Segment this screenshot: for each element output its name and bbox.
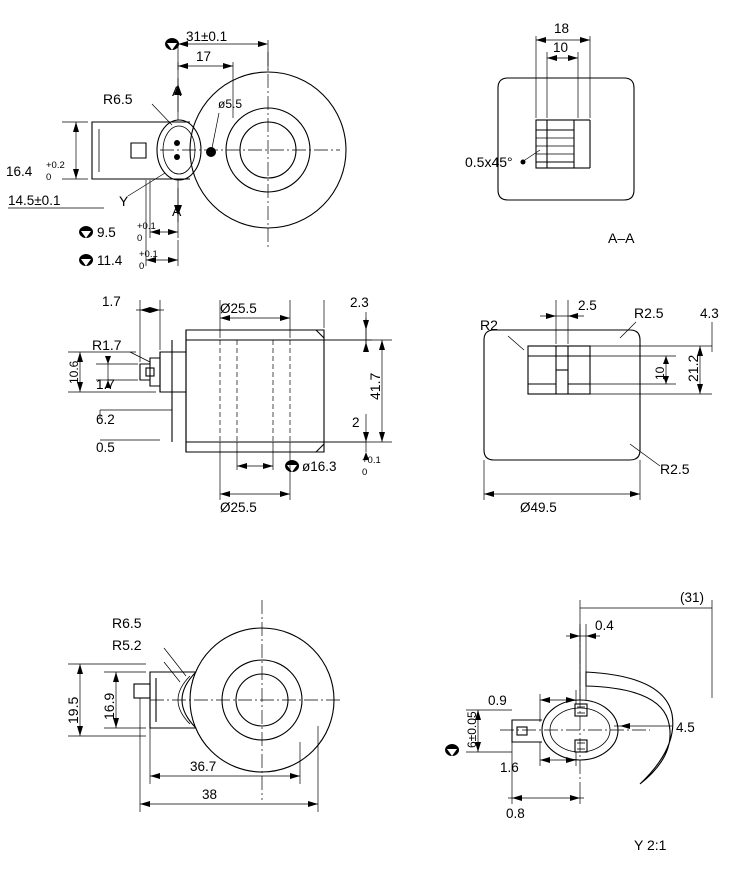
detail-y-view (445, 590, 712, 853)
label-d114: 11.4 (97, 253, 123, 268)
label-r25-bottom: R2.5 (660, 461, 690, 477)
label-d09: 0.9 (488, 693, 507, 708)
label-r65: R6.5 (103, 91, 133, 107)
label-section-caption: A–A (608, 230, 635, 246)
label-section-a-bottom: A (172, 203, 182, 219)
label-d05: 0.5 (96, 440, 115, 455)
label-detail-caption: Y 2:1 (634, 837, 667, 853)
right-side-view (480, 298, 719, 515)
label-d17-second: 1.7 (96, 377, 115, 392)
label-d62: 6.2 (96, 412, 115, 427)
label-r17: R1.7 (92, 337, 122, 353)
label-d10: 10 (553, 40, 569, 55)
label-d145: 14.5±0.1 (8, 193, 61, 208)
label-d18: 18 (554, 21, 570, 36)
label-d17-top: 1.7 (102, 294, 121, 309)
label-d38: 38 (202, 787, 218, 802)
label-d25: 2.5 (578, 298, 597, 313)
label-d31-detail: (31) (680, 590, 705, 605)
label-d31: 31±0.1 (186, 29, 228, 44)
label-d17: 17 (196, 49, 212, 64)
label-d04: 0.4 (595, 618, 614, 633)
label-r65-bottom: R6.5 (112, 615, 142, 631)
label-d114-lower: 0 (139, 261, 145, 272)
label-detail-y-mark: Y (119, 193, 129, 209)
label-d195: 19.5 (65, 696, 81, 724)
left-side-section-view (67, 294, 392, 515)
label-d164-lower: 0 (46, 172, 52, 183)
label-d164-upper: +0.2 (46, 160, 65, 171)
label-r2: R2 (480, 317, 498, 333)
label-d417: 41.7 (367, 372, 383, 400)
label-d255-bottom: Ø25.5 (220, 500, 257, 515)
label-d23: 2.3 (350, 295, 369, 310)
label-d495: Ø49.5 (520, 500, 557, 515)
label-d6: 6±0.05 (465, 711, 479, 748)
label-d95-lower: 0 (137, 233, 143, 244)
label-d163-lower: 0 (362, 467, 368, 478)
label-d163-upper: +0.1 (362, 455, 381, 466)
front-view (6, 29, 346, 272)
label-chamfer: 0.5x45° (465, 154, 513, 170)
label-d114-upper: +0.1 (139, 249, 158, 260)
section-a-a-view (465, 21, 635, 246)
label-d169: 16.9 (101, 692, 117, 720)
label-d16: 1.6 (500, 760, 519, 775)
label-d367: 36.7 (190, 759, 217, 774)
label-d2: 2 (352, 415, 360, 430)
label-d212: 21.2 (685, 354, 701, 382)
label-r25-top: R2.5 (634, 305, 664, 321)
label-d106: 10.6 (67, 360, 81, 384)
label-d164: 16.4 (6, 164, 33, 179)
label-d55: ø5.5 (218, 97, 243, 111)
label-d08: 0.8 (506, 806, 525, 821)
label-d95-upper: +0.1 (137, 221, 156, 232)
bottom-view (65, 600, 340, 812)
label-d43: 4.3 (700, 306, 719, 321)
label-r52: R5.2 (112, 637, 142, 653)
label-d163: ø16.3 (302, 459, 337, 474)
label-d255-top: Ø25.5 (220, 301, 257, 316)
label-d10-right: 10 (653, 366, 667, 380)
label-d95: 9.5 (97, 225, 116, 240)
label-section-a-top: A (172, 83, 182, 99)
label-d45: 4.5 (676, 720, 695, 735)
